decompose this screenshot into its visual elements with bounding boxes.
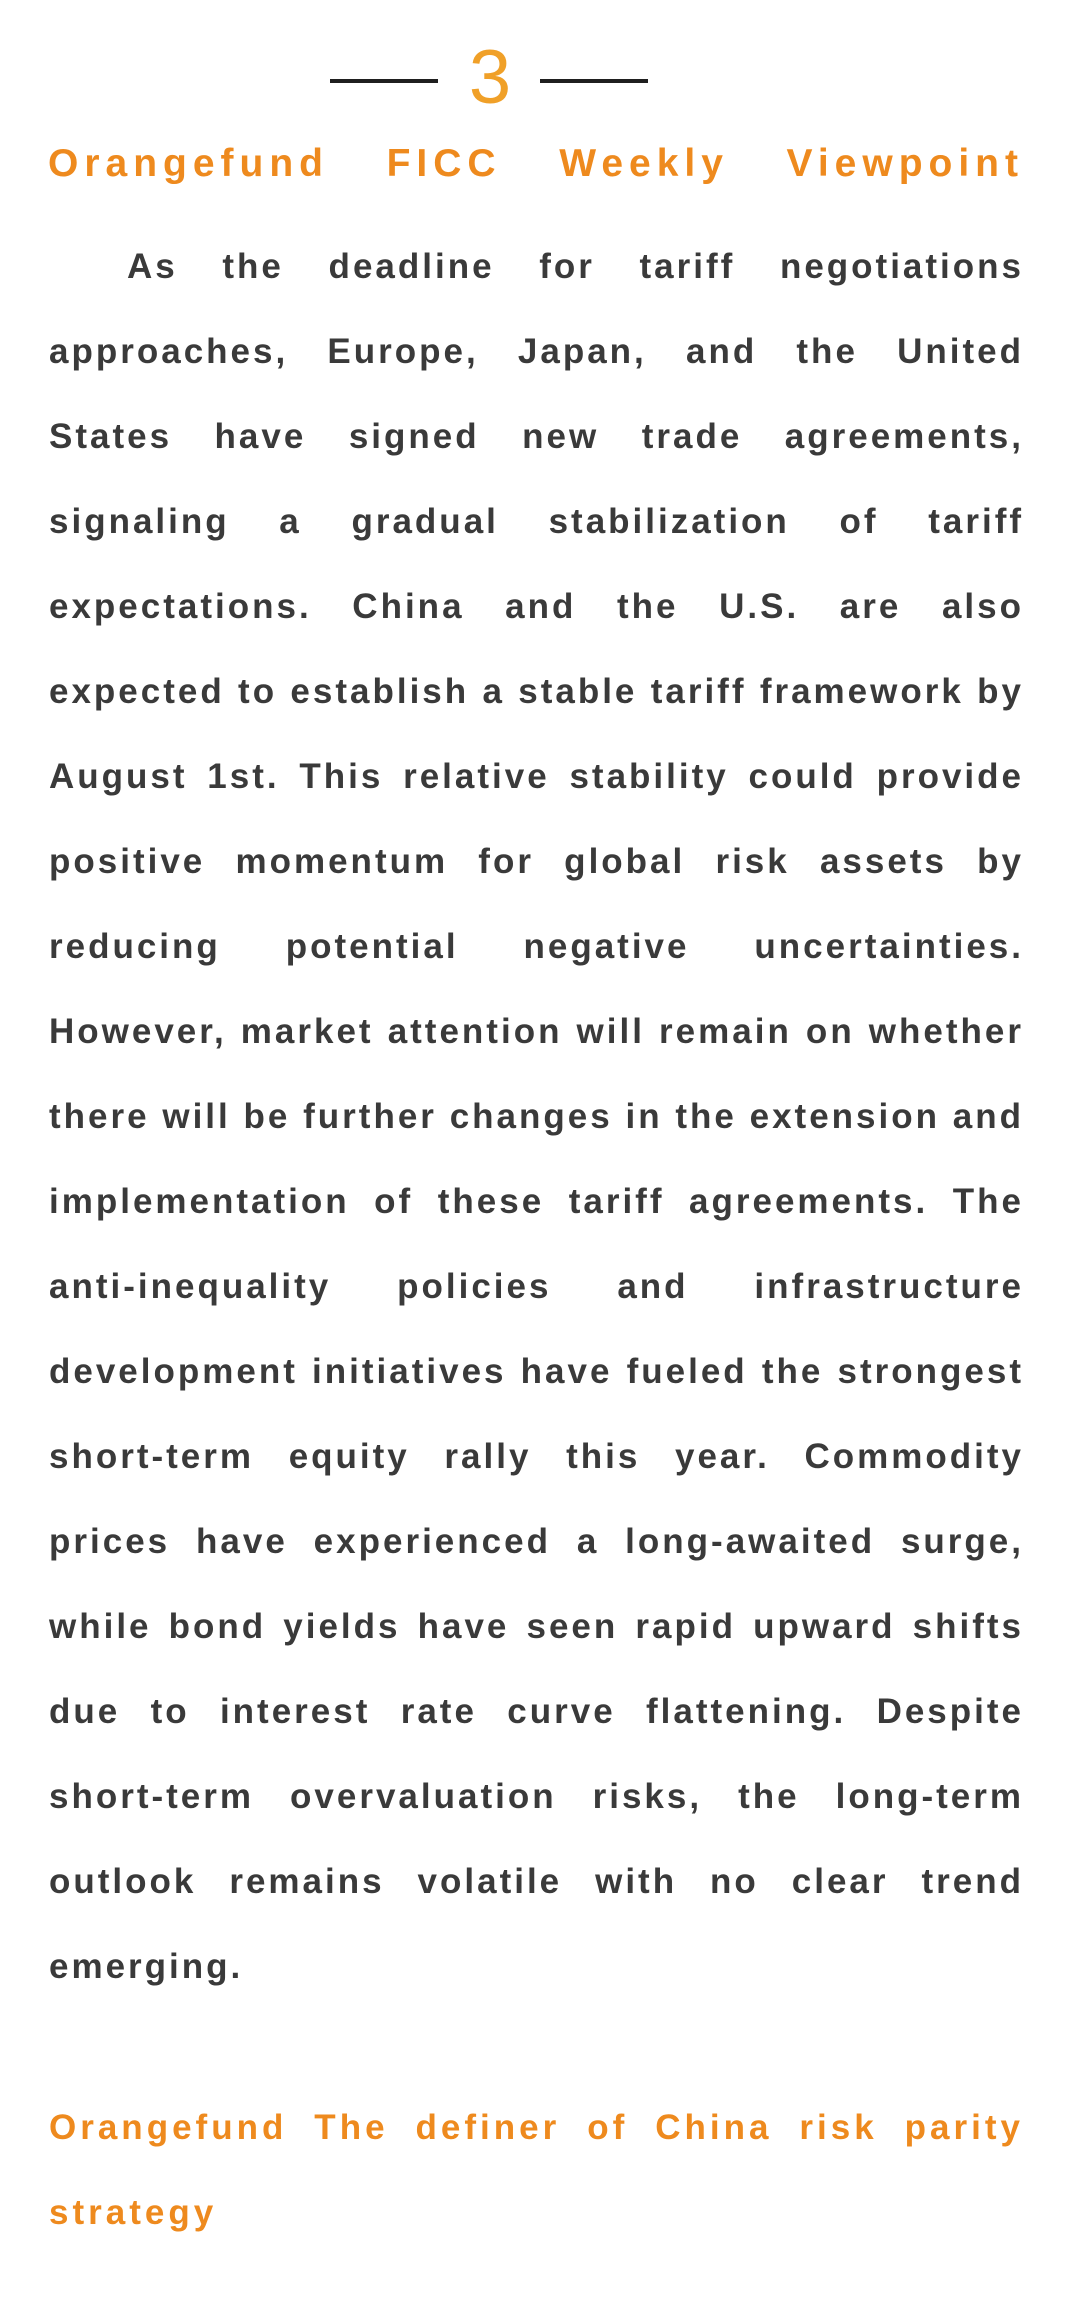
marker-rule-left bbox=[330, 79, 438, 83]
section-number: 3 bbox=[468, 35, 512, 120]
section-title: Orangefund FICC Weekly Viewpoint bbox=[48, 142, 1024, 185]
brand-tagline: Orangefund The definer of China risk parity strategy bbox=[49, 2108, 1024, 2232]
body-paragraph: As the deadline for tariff negotiations approaches, Europe, Japan, and the United States have signed new trade agreements, signaling a gradual stabilization of tariff expectations. China and the U.S. are also expected to establish a stable tariff framework by August 1st. This relative stability could provide positive momentum for global risk assets by reducing potential negative uncertainties. However, market attention will remain on whether there will be further changes in the extension and implementation of these tariff agreements. The anti-inequality policies and infrastructure development initiatives have fueled the strongest short-term equity rally this year. Commodity prices have experienced a long-awaited surge, while bond yields have seen rapid upward shifts due to interest rate curve flattening. Despite short-term overvaluation risks, the long-term outlook remains volatile with no clear trend emerging. bbox=[49, 247, 1024, 1986]
marker-rule-right bbox=[540, 79, 648, 83]
section-marker bbox=[0, 35, 1080, 120]
